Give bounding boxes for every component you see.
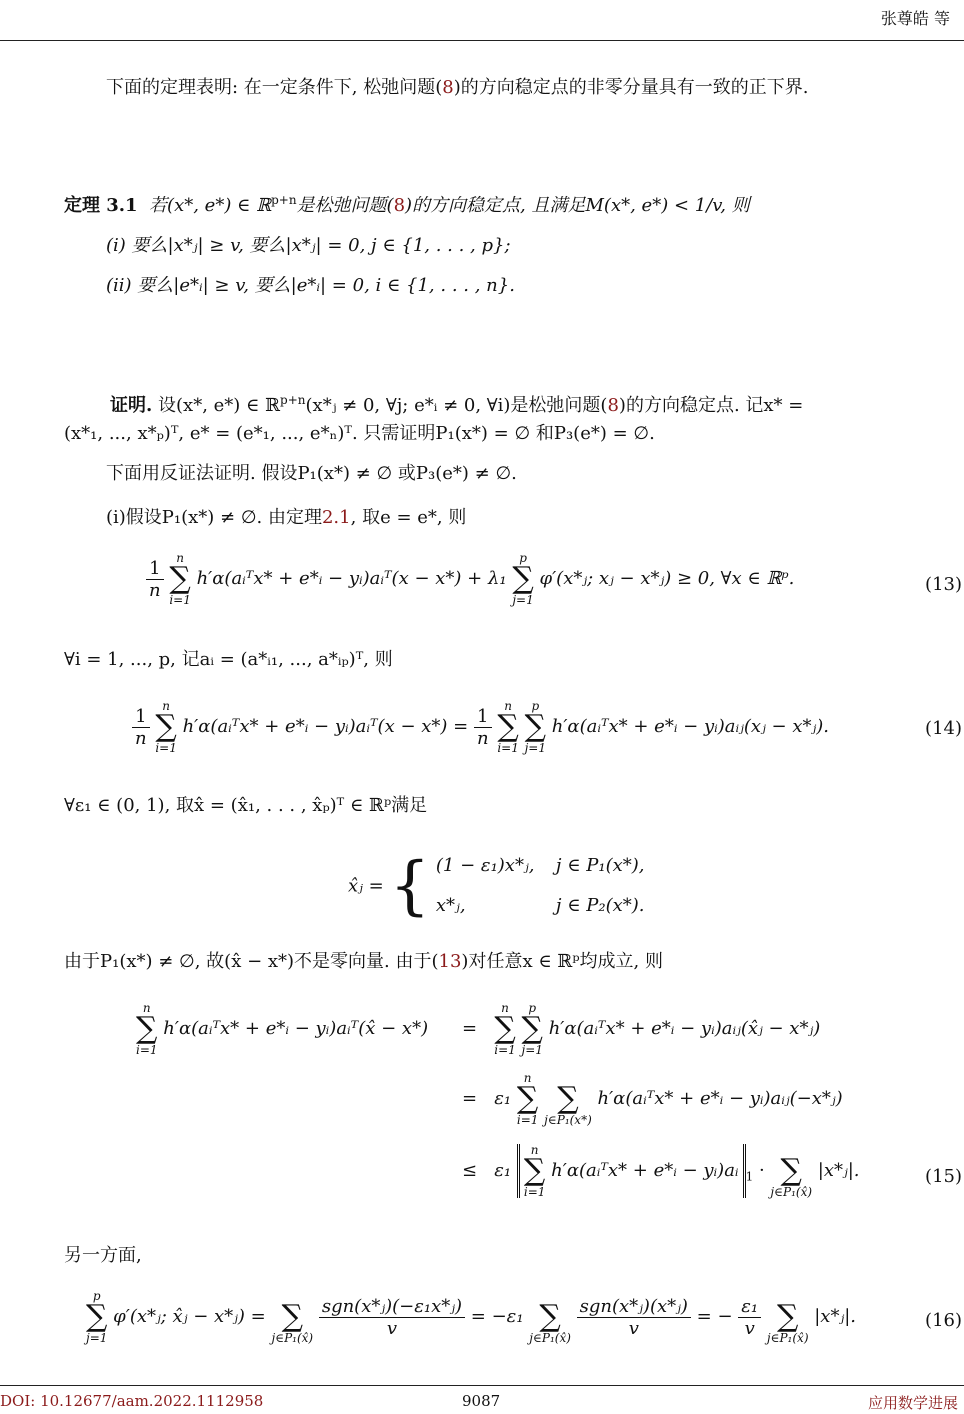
proof-since: 由于P₁(x*) ≠ ∅, 故(x̂ − x*)不是零向量. 由于(13)对任意x ∈ ℝᵖ均成立, 则 <box>64 951 663 972</box>
sum-operator: ∑ j∈P₁(x̂) <box>271 1299 314 1345</box>
proof-case-i: (i)假设P₁(x*) ≠ ∅. 由定理2.1, 取e = e*, 则 <box>106 507 467 528</box>
sum-operator: n ∑ i=1 <box>494 1001 516 1057</box>
ref-link-8[interactable]: 8 <box>442 77 454 98</box>
fraction: $\frac{\text{ε₁}}{v}$ <box>738 1296 761 1339</box>
proof-define-ai: ∀i = 1, ..., p, 记aᵢ = (a*ᵢ₁, ..., a*ᵢₚ)ᵀ, 则 <box>64 649 393 670</box>
fraction: $\frac{\text{sgn(x*ⱼ)(−ε₁x*ⱼ)}}{v}$ <box>319 1296 465 1339</box>
equation-piecewise: x̂ⱼ = { (1 − ε₁)x*ⱼ, j ∈ P₁(x*), x*ⱼ, j ∈ P₂(x*). <box>348 849 645 923</box>
equation-14: $\frac{1}{n}$ n ∑ i=1 h′α(aᵢᵀx* + e*ᵢ − yᵢ)aᵢᵀ(x − x*) = $\frac{1}{n}$ n ∑ i=1 p ∑ j=1 h′α(aᵢᵀx* + e*ᵢ − yᵢ)aᵢⱼ(xⱼ − x*ⱼ). <box>132 700 829 754</box>
left-brace: { <box>389 849 431 923</box>
fraction: $\frac{\text{sgn(x*ⱼ)(x*ⱼ)}}{v}$ <box>577 1296 691 1339</box>
ref-link-2-1[interactable]: 2.1 <box>321 507 351 528</box>
proof-line-2: (x*₁, ..., x*ₚ)ᵀ, e* = (e*₁, ..., e*ₙ)ᵀ. 只需证明P₁(x*) = ∅ 和P₃(e*) = ∅. <box>64 423 655 444</box>
fraction: $\frac{1}{n}$ <box>474 706 492 749</box>
sum-operator: ∑ j∈P₁(x*) <box>544 1081 592 1127</box>
fraction: $\frac{1}{n}$ <box>132 706 150 749</box>
sum-operator: n ∑ i=1 <box>516 1071 539 1127</box>
footer-doi-link[interactable]: DOI: 10.12677/aam.2022.1112958 <box>0 1392 264 1410</box>
equation-number-14: (14) <box>925 718 962 739</box>
sum-operator: p ∑ j=1 <box>512 551 534 607</box>
proof-label: 证明. <box>110 395 153 416</box>
ref-link-13[interactable]: 13 <box>438 951 462 972</box>
sum-operator: p ∑ j=1 <box>524 699 546 755</box>
sum-operator: n ∑ i=1 <box>155 699 177 755</box>
running-header-author: 张尊皓 等 <box>880 9 950 28</box>
equation-13: $\frac{1}{n}$ n ∑ i=1 h′α(aᵢᵀx* + e*ᵢ − yᵢ)aᵢᵀ(x − x*) + λ₁ p ∑ j=1 φ′(x*ⱼ; xⱼ − x*ⱼ) ≥ 0, ∀x ∈ ℝᵖ. <box>146 552 794 606</box>
sum-operator: n ∑ i=1 <box>136 1001 158 1057</box>
sum-operator: p ∑ j=1 <box>521 1001 543 1057</box>
sum-operator: n ∑ i=1 <box>497 699 519 755</box>
equation-number-16: (16) <box>925 1310 962 1331</box>
sum-operator: ∑ j∈P₁(x̂) <box>770 1153 813 1199</box>
footer-journal-link[interactable]: 应用数学进展 <box>867 1394 958 1412</box>
theorem-item-1: (i) 要么|x*ⱼ| ≥ v, 要么|x*ⱼ| = 0, j ∈ {1, . . . , p}; <box>106 235 511 256</box>
sum-operator: n ∑ i=1 <box>523 1143 546 1199</box>
sum-operator: ∑ j∈P₁(x̂) <box>529 1299 571 1345</box>
theorem-statement: 定理 3.1 若(x*, e*) ∈ ℝ$^{p+n}$是松弛问题(8)的方向稳定点, 且满足M(x*, e*) < 1/v, 则 <box>64 193 750 216</box>
page-number: 9087 <box>462 1392 501 1410</box>
proof-line-1: 证明. 设(x*, e*) ∈ ℝ$^{p+n}$(x*ⱼ ≠ 0, ∀j; e*ᵢ ≠ 0, ∀i)是松弛问题(8)的方向稳定点. 记x* = <box>110 393 804 416</box>
footer-rule <box>0 1385 964 1386</box>
equation-number-13: (13) <box>925 574 962 595</box>
equation-15-line-1: n ∑ i=1 h′α(aᵢᵀx* + e*ᵢ − yᵢ)aᵢᵀ(x̂ − x*) <box>136 1001 429 1057</box>
ref-link-8[interactable]: 8 <box>607 395 619 416</box>
theorem-label: 定理 3.1 <box>64 195 138 216</box>
equation-15-rhs-1: = n ∑ i=1 p ∑ j=1 h′α(aᵢᵀx* + e*ᵢ − yᵢ)aᵢⱼ(x̂ⱼ − x*ⱼ) <box>462 1001 821 1057</box>
proof-on-the-other-hand: 另一方面, <box>64 1245 142 1266</box>
intro-paragraph: 下面的定理表明: 在一定条件下, 松弛问题(8)的方向稳定点的非零分量具有一致的正下界. <box>106 77 809 98</box>
equation-16: p ∑ j=1 φ′(x*ⱼ; x̂ⱼ − x*ⱼ) = ∑ j∈P₁(x̂) $\frac{\text{sgn(x*ⱼ)(−ε₁x*ⱼ)}}{v}$ = −ε₁ ∑ j∈P₁(x̂) $\frac{\text{sgn(x*ⱼ)(x*ⱼ)}}{v}$ = − $\frac{\text{ε₁}}{v}$ ∑ j∈P₁(x̂) |x*ⱼ|. <box>86 1289 856 1345</box>
equation-number-15: (15) <box>925 1166 962 1187</box>
header-rule <box>0 40 964 41</box>
fraction: $\frac{1}{n}$ <box>146 558 164 601</box>
sum-operator: ∑ j∈P₁(x̂) <box>766 1299 809 1345</box>
norm-bars: n ∑ i=1 h′α(aᵢᵀx* + e*ᵢ − yᵢ)aᵢ <box>517 1144 746 1198</box>
ref-link-8[interactable]: 8 <box>393 195 406 216</box>
equation-15-rhs-3: ≤ ε₁ n ∑ i=1 h′α(aᵢᵀx* + e*ᵢ − yᵢ)aᵢ $_1$ · ∑ j∈P₁(x̂) |x*ⱼ|. <box>462 1143 860 1199</box>
sum-operator: p ∑ j=1 <box>86 1289 108 1345</box>
proof-choose-xhat: ∀ε₁ ∈ (0, 1), 取x̂ = (x̂₁, . . . , x̂ₚ)ᵀ ∈ ℝᵖ满足 <box>64 795 428 816</box>
theorem-item-2: (ii) 要么|e*ᵢ| ≥ v, 要么|e*ᵢ| = 0, i ∈ {1, . . . , n}. <box>106 275 515 296</box>
proof-contradiction: 下面用反证法证明. 假设P₁(x*) ≠ ∅ 或P₃(e*) ≠ ∅. <box>106 463 517 484</box>
sum-operator: n ∑ i=1 <box>169 551 191 607</box>
equation-15-rhs-2: = ε₁ n ∑ i=1 ∑ j∈P₁(x*) h′α(aᵢᵀx* + e*ᵢ − yᵢ)aᵢⱼ(−x*ⱼ) <box>462 1071 843 1127</box>
